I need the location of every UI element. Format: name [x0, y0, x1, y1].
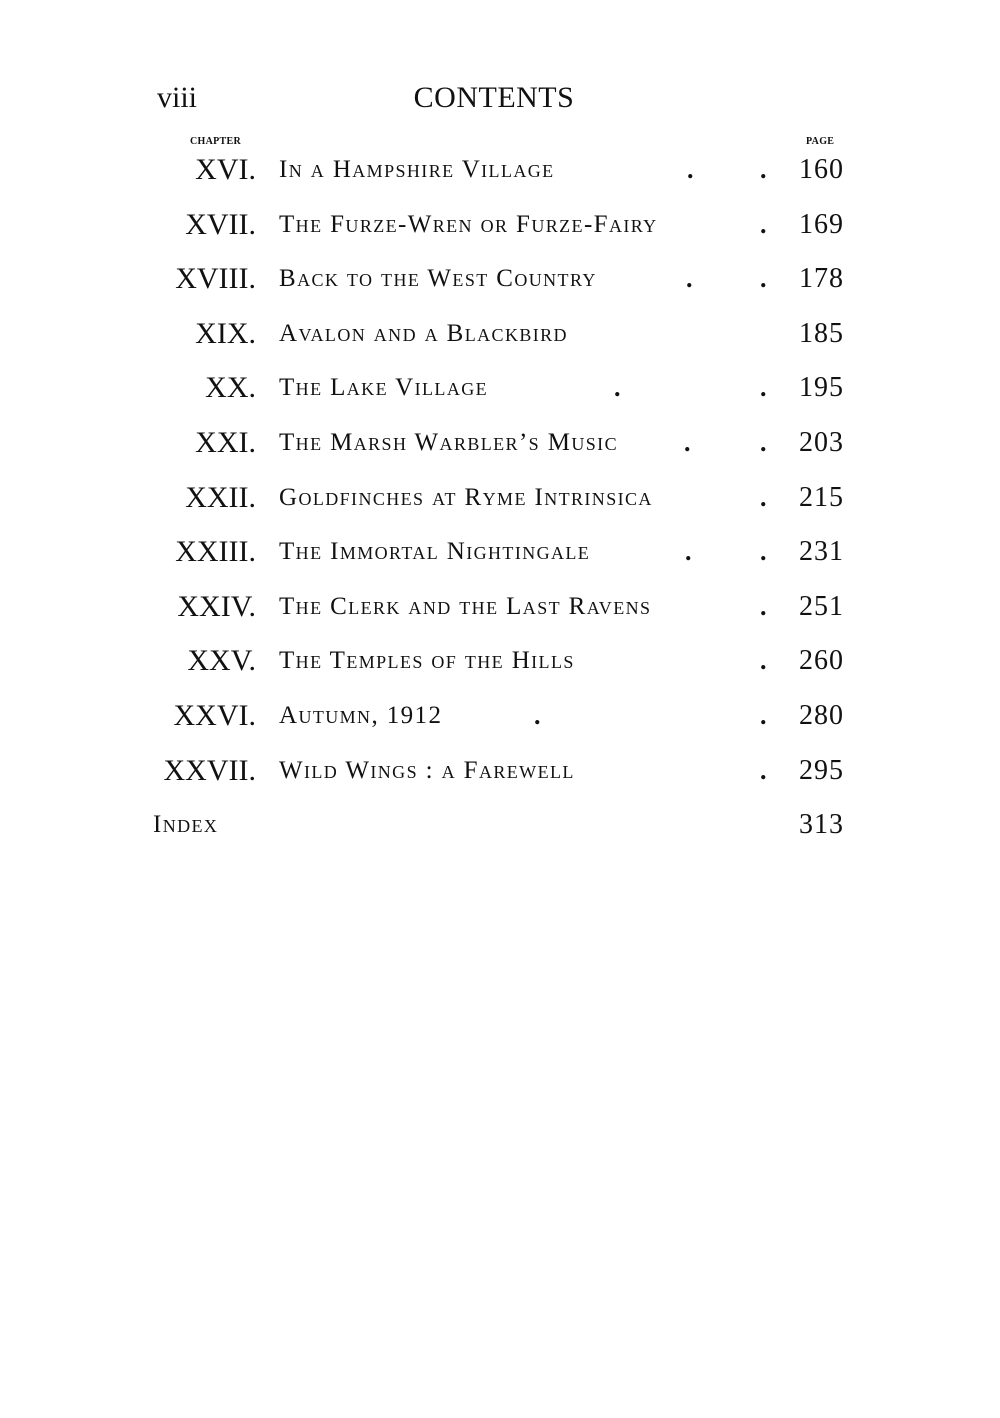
- dot-leader: .: [760, 591, 767, 621]
- dot-leader: .: [760, 537, 767, 567]
- page-ref: 215: [799, 481, 844, 513]
- dot-leader: .: [614, 373, 621, 403]
- chapter-number: XX.: [205, 371, 256, 405]
- dot-leader: .: [760, 155, 767, 184]
- page-ref: 280: [799, 699, 844, 731]
- toc-entry: [0, 474, 1000, 529]
- dot-leader: .: [760, 427, 767, 457]
- page-column-label: PAGE: [806, 136, 835, 147]
- chapter-number: XXVII.: [163, 753, 256, 787]
- toc-entry: [0, 583, 1000, 638]
- chapter-number: XVII.: [185, 207, 256, 241]
- page-number: viii: [157, 81, 198, 114]
- chapter-column-label: CHAPTER: [190, 136, 241, 147]
- page-ref: 295: [799, 754, 844, 786]
- page-ref: 185: [799, 317, 844, 349]
- running-head: CONTENTS: [413, 81, 575, 114]
- toc-entry: [0, 747, 1000, 802]
- page-ref: 260: [799, 645, 844, 677]
- chapter-title: The Marsh Warbler’s Music: [279, 428, 618, 456]
- dot-leader: .: [686, 264, 693, 294]
- chapter-title: The Clerk and the Last Ravens: [279, 592, 652, 620]
- page-ref: 169: [799, 208, 844, 240]
- toc-entry: [0, 419, 1000, 474]
- toc-entry: [0, 637, 1000, 692]
- chapter-title: The Furze-Wren or Furze-Fairy: [279, 210, 658, 238]
- chapter-title: Autumn, 1912: [279, 701, 443, 729]
- chapter-number: XVIII.: [175, 262, 256, 296]
- toc-entry: [0, 364, 1000, 419]
- chapter-number: XXI.: [195, 425, 256, 459]
- toc-entry: [0, 255, 1000, 310]
- dot-leader: .: [687, 155, 694, 184]
- toc-entry: [0, 201, 1000, 256]
- chapter-title: The Temples of the Hills: [279, 647, 575, 675]
- dot-leader: .: [760, 482, 767, 512]
- chapter-title: Avalon and a Blackbird: [279, 319, 568, 347]
- chapter-title: Back to the West Country: [279, 265, 597, 293]
- page-ref: 160: [799, 154, 844, 185]
- chapter-number: XXII.: [185, 480, 256, 514]
- dot-leader: .: [684, 427, 691, 457]
- dot-leader: .: [534, 700, 541, 730]
- toc-entry: [0, 528, 1000, 583]
- chapter-title: In a Hampshire Village: [279, 156, 555, 183]
- toc-entry: [0, 310, 1000, 365]
- dot-leader: .: [760, 373, 767, 403]
- toc-entry: [0, 692, 1000, 747]
- chapter-number: XVI.: [195, 153, 256, 186]
- page-ref: 203: [799, 426, 844, 458]
- table-of-contents: [0, 146, 1000, 856]
- page-ref: 178: [799, 263, 844, 295]
- dot-leader: .: [760, 264, 767, 294]
- index-entry: [0, 801, 1000, 856]
- chapter-title: The Lake Village: [279, 374, 489, 402]
- chapter-number: XXIV.: [177, 589, 256, 623]
- dot-leader: .: [685, 537, 692, 567]
- chapter-number: XXIII.: [175, 535, 256, 569]
- chapter-number: XXVI.: [173, 698, 256, 732]
- chapter-title: Wild Wings : a Farewell: [279, 756, 575, 784]
- dot-leader: .: [760, 209, 767, 239]
- chapter-title: Goldfinches at Ryme Intrinsica: [279, 483, 653, 511]
- dot-leader: .: [760, 700, 767, 730]
- page-ref: 195: [799, 372, 844, 404]
- chapter-title: The Immortal Nightingale: [279, 538, 591, 566]
- chapter-number: XIX.: [195, 316, 256, 350]
- dot-leader: .: [760, 755, 767, 785]
- toc-entry: [0, 146, 1000, 201]
- dot-leader: .: [760, 646, 767, 676]
- index-title: Index: [153, 811, 219, 839]
- page-ref: 251: [799, 590, 844, 622]
- index-page-ref: 313: [799, 809, 844, 841]
- page-ref: 231: [799, 536, 844, 568]
- chapter-number: XXV.: [187, 644, 256, 678]
